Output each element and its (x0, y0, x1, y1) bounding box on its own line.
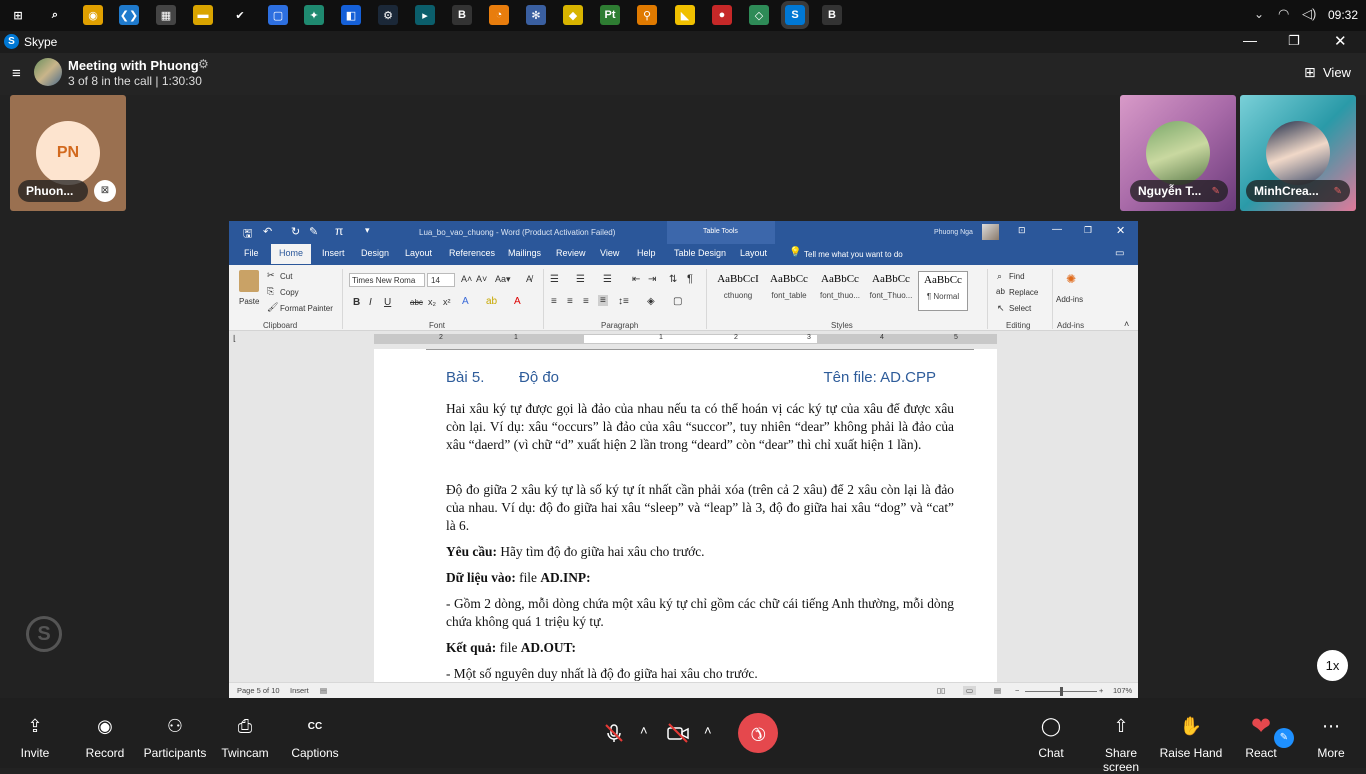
more-icon: ⋯ (1322, 715, 1340, 736)
italic-button[interactable]: I (369, 297, 372, 308)
tab-review[interactable]: Review (556, 248, 586, 258)
exercise-number: Bài 5. (446, 369, 485, 386)
strikethrough-button[interactable]: abc (410, 298, 423, 307)
find-button[interactable]: Find (1009, 272, 1025, 281)
style-preview: AaBbCcI (717, 273, 759, 285)
style-name: font_table (771, 291, 807, 300)
chat-label: Chat (1038, 746, 1064, 760)
tab-file[interactable]: File (244, 248, 259, 258)
react-icon: ❤ (1250, 712, 1272, 740)
captions-label: Captions (291, 746, 339, 760)
playback-speed-label: 1x (1325, 658, 1340, 673)
wifi-icon[interactable]: ◠ (1278, 6, 1290, 21)
find-icon[interactable]: ⌕ (997, 271, 1003, 281)
clipboard-icon (239, 270, 259, 292)
skype-watermark-icon: S (26, 616, 62, 652)
style-name: font_Thuo... (869, 291, 913, 300)
ruler-mark: 2 (439, 334, 443, 341)
requirement-text: Hãy tìm độ đo giữa hai xâu cho trước. (496, 544, 705, 559)
skype-logo-icon: S (4, 34, 19, 49)
tab-home[interactable]: Home (271, 244, 311, 264)
add-ins-icon[interactable]: ✺ (1066, 272, 1077, 286)
tab-selector-icon[interactable]: ⌊ (233, 334, 237, 343)
cut-icon[interactable]: ✂ (267, 270, 275, 280)
macro-icon[interactable]: ▤ (320, 686, 328, 695)
change-case-icon[interactable]: Aa▾ (495, 274, 511, 284)
shared-word-window[interactable] (229, 221, 1138, 698)
read-mode-icon[interactable]: ▯▯ (937, 686, 946, 695)
document-page[interactable] (374, 349, 997, 687)
record-button[interactable] (70, 712, 140, 760)
playback-speed-button[interactable] (1315, 648, 1350, 683)
customize-qat-icon[interactable]: ▾ (365, 225, 370, 235)
font-group-label: Font (429, 321, 446, 330)
chat-button[interactable] (1016, 712, 1086, 760)
highlight-icon[interactable]: ab (486, 296, 498, 307)
web-layout-icon[interactable]: ▤ (994, 686, 1002, 695)
muted-mic-icon: ✎ (1333, 185, 1342, 197)
end-call-button[interactable] (738, 713, 778, 753)
style-cthuong[interactable] (713, 271, 763, 311)
clipboard-group-label: Clipboard (263, 321, 298, 330)
blender-icon[interactable]: ◔ (489, 5, 509, 25)
tab-insert[interactable]: Insert (322, 248, 345, 258)
line-spacing-icon[interactable]: ↕≡ (618, 296, 629, 307)
text-effects-icon[interactable]: A (462, 296, 469, 307)
grid-view-icon[interactable]: ⊞ (1304, 64, 1316, 80)
user-avatar[interactable] (982, 224, 999, 240)
editing-group-label: Editing (1006, 321, 1031, 330)
shrink-font-icon[interactable]: A˅ (476, 274, 488, 284)
style-preview: AaBbCc (872, 273, 910, 285)
participant-name-pill (1130, 180, 1228, 202)
participant-name-pill (18, 180, 88, 202)
close-window-icon[interactable]: ✕ (1334, 33, 1347, 50)
lightbulb-icon: 💡 (789, 247, 802, 258)
input-label: Dữ liệu vào: (446, 570, 516, 585)
collapse-ribbon-icon[interactable]: ˄ (1124, 319, 1130, 329)
horizontal-ruler[interactable] (229, 331, 1138, 348)
chevron-up-icon[interactable]: ⌄ (1254, 7, 1265, 21)
invite-button[interactable] (0, 712, 70, 760)
windows-start-icon[interactable]: ⊞ (8, 5, 28, 25)
tab-mailings[interactable]: Mailings (508, 248, 542, 258)
undo-icon[interactable]: ↶ (263, 226, 273, 238)
raise-hand-icon: ✋ (1179, 715, 1203, 736)
add-ins-group-label: Add-ins (1057, 321, 1085, 330)
sort-icon[interactable]: ⇅ (669, 274, 678, 285)
participant-name: Phuon... (26, 184, 74, 198)
output-file: AD.OUT: (520, 640, 576, 655)
call-status: 3 of 8 in the call | 1:30:30 (68, 74, 202, 88)
react-label: React (1245, 746, 1277, 760)
word-minimize-icon[interactable]: — (1052, 224, 1062, 235)
share-screen-button[interactable] (1086, 712, 1156, 774)
replace-icon[interactable]: ab (996, 287, 1005, 296)
checkmark-app-icon[interactable]: ✔ (230, 5, 250, 25)
file-explorer-icon[interactable]: ▬ (193, 5, 213, 25)
exercise-heading (446, 369, 936, 389)
style-preview: AaBbCc (924, 274, 962, 286)
chrome-icon[interactable]: ◉ (83, 5, 103, 25)
participant-tile-minh[interactable] (1240, 95, 1356, 211)
shading-icon[interactable]: ◈ (647, 296, 655, 307)
align-left-icon[interactable]: ≡ (551, 296, 557, 307)
participant-name: Nguyễn T... (1138, 184, 1202, 198)
zoom-thumb[interactable] (1060, 687, 1063, 696)
paragraph-4: - Một số nguyên duy nhất là độ đo giữa hai xâu cho trước. (446, 666, 758, 681)
output-line (446, 639, 954, 657)
page-indicator[interactable]: Page 5 of 10 (237, 686, 280, 695)
underline-button[interactable]: U (384, 297, 392, 308)
style-preview: AaBbCc (770, 273, 808, 285)
share-screen-icon: ⇧ (1113, 715, 1129, 736)
decrease-indent-icon[interactable]: ⇤ (632, 274, 641, 285)
duck-app-icon[interactable]: ◣ (675, 5, 695, 25)
more-label: More (1317, 746, 1345, 760)
share-screen-label: Share screen (1102, 746, 1140, 774)
select-icon[interactable]: ↖ (997, 303, 1005, 313)
participant-avatar (1146, 121, 1210, 185)
multilevel-icon[interactable]: ☰ (603, 274, 612, 285)
ruler-mark: 4 (880, 334, 884, 341)
style-font-thuo---[interactable] (866, 271, 916, 311)
twincam-button[interactable] (210, 712, 280, 760)
equation-icon[interactable]: π (335, 224, 344, 238)
blue-app-icon[interactable]: ◧ (341, 5, 361, 25)
settings-app-icon[interactable]: ✻ (526, 5, 546, 25)
meeting-avatar[interactable] (34, 58, 62, 86)
skype-app-name: Skype (24, 35, 58, 49)
style---normal[interactable] (918, 271, 968, 311)
ribbon-display-icon[interactable]: ⊡ (1018, 225, 1026, 235)
cut-button[interactable]: Cut (280, 272, 293, 281)
react-edit-badge-icon: ✎ (1274, 728, 1294, 748)
align-center-icon[interactable]: ≡ (567, 296, 573, 307)
windows-taskbar (0, 0, 1366, 31)
minimize-window-icon[interactable]: — (1243, 32, 1257, 48)
home-ribbon (229, 265, 1138, 331)
superscript-button[interactable]: x² (443, 297, 451, 307)
video-options-icon[interactable]: ˄ (704, 723, 712, 738)
bullets-icon[interactable]: ☰ (550, 274, 559, 285)
style-font-table[interactable] (764, 271, 814, 311)
tab-layout-table[interactable]: Layout (740, 248, 768, 258)
meeting-title[interactable]: Meeting with Phuong (68, 58, 199, 73)
ruler-mark: 1 (659, 334, 663, 341)
output-mid: file (496, 640, 521, 655)
tab-view[interactable]: View (600, 248, 620, 258)
copy-button[interactable]: Copy (280, 288, 299, 297)
participant-tile-nguyen[interactable] (1120, 95, 1236, 211)
tab-table-design[interactable]: Table Design (674, 248, 727, 258)
paste-button[interactable] (237, 270, 261, 315)
increase-indent-icon[interactable]: ⇥ (648, 274, 657, 285)
b-app-icon[interactable]: B (452, 5, 472, 25)
steam-icon[interactable]: ⚙ (378, 5, 398, 25)
b2-app-icon[interactable]: B (822, 5, 842, 25)
subscript-button[interactable]: x₂ (428, 297, 436, 307)
participant-initials: PN (56, 144, 80, 161)
grow-font-icon[interactable]: A˄ (461, 274, 473, 284)
redo-icon[interactable]: ↻ (291, 226, 301, 238)
ruler-mark: 1 (514, 334, 518, 341)
copy-icon[interactable]: ⎘ (267, 286, 275, 296)
restore-window-icon[interactable]: ❐ (1288, 33, 1300, 48)
insert-mode[interactable]: Insert (290, 686, 309, 695)
mic-off-icon (603, 722, 625, 744)
participant-name-pill (1246, 180, 1350, 202)
record-app-icon[interactable]: ● (712, 5, 732, 25)
requirement-label: Yêu cầu: (446, 544, 497, 559)
chat-icon: ◯ (1040, 715, 1062, 736)
styles-group-label: Styles (831, 321, 853, 330)
word-maximize-icon[interactable]: ❐ (1084, 225, 1093, 235)
captions-button[interactable] (280, 712, 350, 760)
select-button[interactable]: Select (1009, 304, 1032, 313)
tab-layout[interactable]: Layout (405, 248, 433, 258)
word-status-bar (229, 682, 1138, 698)
skype-taskbar-icon[interactable]: S (785, 5, 805, 25)
ruler-mark: 3 (807, 334, 811, 341)
borders-icon[interactable]: ▢ (673, 296, 683, 307)
font-name-select[interactable] (349, 273, 425, 287)
format-painter-button[interactable]: Format Painter (280, 304, 333, 313)
ruler-mark: 2 (734, 334, 738, 341)
raise-hand-button[interactable] (1156, 712, 1226, 760)
font-name-value: Times New Roma (352, 276, 416, 285)
android-studio-icon[interactable]: ✦ (304, 5, 324, 25)
style-name: font_thuo... (819, 291, 861, 300)
participant-avatar (36, 121, 100, 185)
exercise-file: Tên file: AD.CPP (823, 369, 936, 386)
justify-icon[interactable]: ≡ (600, 295, 606, 306)
output-label: Kết quả: (446, 640, 497, 655)
bold-button[interactable]: B (353, 297, 361, 308)
paragraph-3: - Gồm 2 dòng, mỗi dòng chứa một xâu ký tự chỉ gồm các chữ cái tiếng Anh thường, mỗi dòng chứa không quá 1 triệu ký tự. (446, 596, 954, 629)
participants-label: Participants (143, 746, 207, 760)
font-size-value: 14 (431, 276, 440, 285)
align-right-icon[interactable]: ≡ (583, 296, 589, 307)
format-painter-icon[interactable]: 🖌 (267, 302, 279, 312)
gear-icon[interactable]: ⚙ (198, 57, 209, 71)
word-document-title: Lua_bo_vao_chuong - Word (Product Activation Failed) (419, 228, 616, 237)
paragraph-group-label: Paragraph (601, 321, 639, 330)
zoom-level[interactable]: 107% (1113, 686, 1133, 695)
tab-references[interactable]: References (449, 248, 496, 258)
replace-button[interactable]: Replace (1009, 288, 1039, 297)
taskbar-clock[interactable]: 09:32 (1328, 8, 1359, 22)
taskbar-app-icon[interactable]: ▦ (156, 5, 176, 25)
hang-up-icon: ✆ (745, 720, 771, 746)
font-color-icon[interactable]: A (514, 296, 521, 307)
style-name: ¶ Normal (926, 292, 960, 301)
participants-button[interactable] (140, 712, 210, 760)
search-icon[interactable]: ⌕ (45, 5, 65, 25)
muted-mic-icon: ✎ (1211, 185, 1220, 197)
twincam-icon: ⎙ (237, 715, 253, 736)
style-font-thuo---[interactable] (815, 271, 865, 311)
call-header (0, 53, 1366, 95)
terminal-app-icon[interactable]: ▸ (415, 5, 435, 25)
style-name: cthuong (723, 291, 753, 300)
mute-mic-button[interactable] (598, 717, 630, 749)
more-button[interactable] (1296, 712, 1366, 760)
word-title-bar (229, 221, 1138, 244)
search-tool-icon[interactable]: ⚲ (637, 5, 657, 25)
pt-app-icon[interactable]: Pt (600, 5, 620, 25)
comments-icon[interactable]: ▭ (1115, 248, 1125, 259)
paragraph-2: Độ đo giữa 2 xâu ký tự là số ký tự ít nhất cần phải xóa (trên cả 2 xâu) để 2 xâu còn lại là đảo của nhau. Ví dụ: độ đo giữa hai xâu “sleep” và “leap” là 3, độ đo giữa hai xâu “dog” và “cat” là 6. (446, 482, 954, 533)
zoom-in-icon[interactable]: + (1099, 686, 1104, 695)
print-layout-icon[interactable]: ▭ (963, 686, 976, 695)
input-file: AD.INP: (540, 570, 591, 585)
font-size-select[interactable] (427, 273, 455, 287)
word-close-icon[interactable]: ✕ (1116, 225, 1126, 237)
tab-design[interactable]: Design (361, 248, 390, 258)
participant-tile-phuong[interactable] (10, 95, 126, 211)
captions-icon: CC (307, 720, 323, 732)
volume-icon[interactable]: ◁) (1302, 6, 1317, 21)
store-app-icon[interactable]: ▢ (268, 5, 288, 25)
tab-help[interactable]: Help (637, 248, 656, 258)
hamburger-menu-icon[interactable]: ≡ (12, 65, 21, 82)
green-diamond-icon[interactable]: ◇ (749, 5, 769, 25)
tell-me-search[interactable]: Tell me what you want to do (804, 250, 903, 259)
skype-title-bar (0, 31, 1366, 53)
input-mid: file (515, 570, 541, 585)
invite-icon: ⇪ (27, 715, 43, 736)
record-label: Record (85, 746, 125, 760)
word-ribbon-tabs (229, 244, 1138, 265)
pilcrow-icon[interactable]: ¶ (687, 273, 693, 285)
raise-hand-label: Raise Hand (1159, 746, 1223, 760)
participant-avatar (1266, 121, 1330, 185)
mic-options-icon[interactable]: ˄ (640, 723, 648, 738)
twincam-label: Twincam (221, 746, 269, 760)
record-icon: ◉ (97, 715, 113, 736)
screen-share-icon: ⊠ (94, 180, 116, 202)
clear-format-icon[interactable]: A̸ (526, 274, 533, 284)
video-off-button[interactable] (662, 717, 694, 749)
zoom-out-icon[interactable]: − (1015, 686, 1020, 695)
table-tools-label: Table Tools (703, 228, 738, 235)
participant-name: MinhCrea... (1254, 184, 1319, 198)
view-button[interactable]: View (1323, 65, 1351, 80)
paragraph-1: Hai xâu ký tự được gọi là đảo của nhau nếu ta có thể hoán vị các ký tự của xâu để được xâu còn lại. Ví dụ: xâu “occurs” là đảo của xâu “succor”, tuy nhiên “dear” không phải là đảo của xâu “daerd” (vì chữ “d” xuất hiện 2 lần trong “deard” còn “dear” thì chỉ xuất hiện 1 lần). (446, 401, 954, 452)
camera-off-icon (666, 722, 690, 744)
participants-icon: ⚇ (166, 715, 184, 736)
paste-label: Paste (239, 297, 260, 306)
input-line (446, 569, 954, 587)
exercise-title: Độ đo (519, 369, 560, 386)
touch-mode-icon[interactable]: ✎ (309, 226, 319, 238)
numbering-icon[interactable]: ☰ (576, 274, 585, 285)
user-name[interactable]: Phuong Nga (934, 229, 973, 236)
call-controls-bar (0, 698, 1366, 774)
requirement-line (446, 543, 954, 561)
vscode-icon[interactable]: ❮❯ (119, 5, 139, 25)
save-icon[interactable]: 🖫 (243, 228, 253, 240)
ruler-mark: 5 (954, 334, 958, 341)
yellow-app-icon[interactable]: ◆ (563, 5, 583, 25)
style-preview: AaBbCc (821, 273, 859, 285)
invite-label: Invite (20, 746, 50, 760)
add-ins-button[interactable]: Add-ins (1056, 295, 1084, 304)
